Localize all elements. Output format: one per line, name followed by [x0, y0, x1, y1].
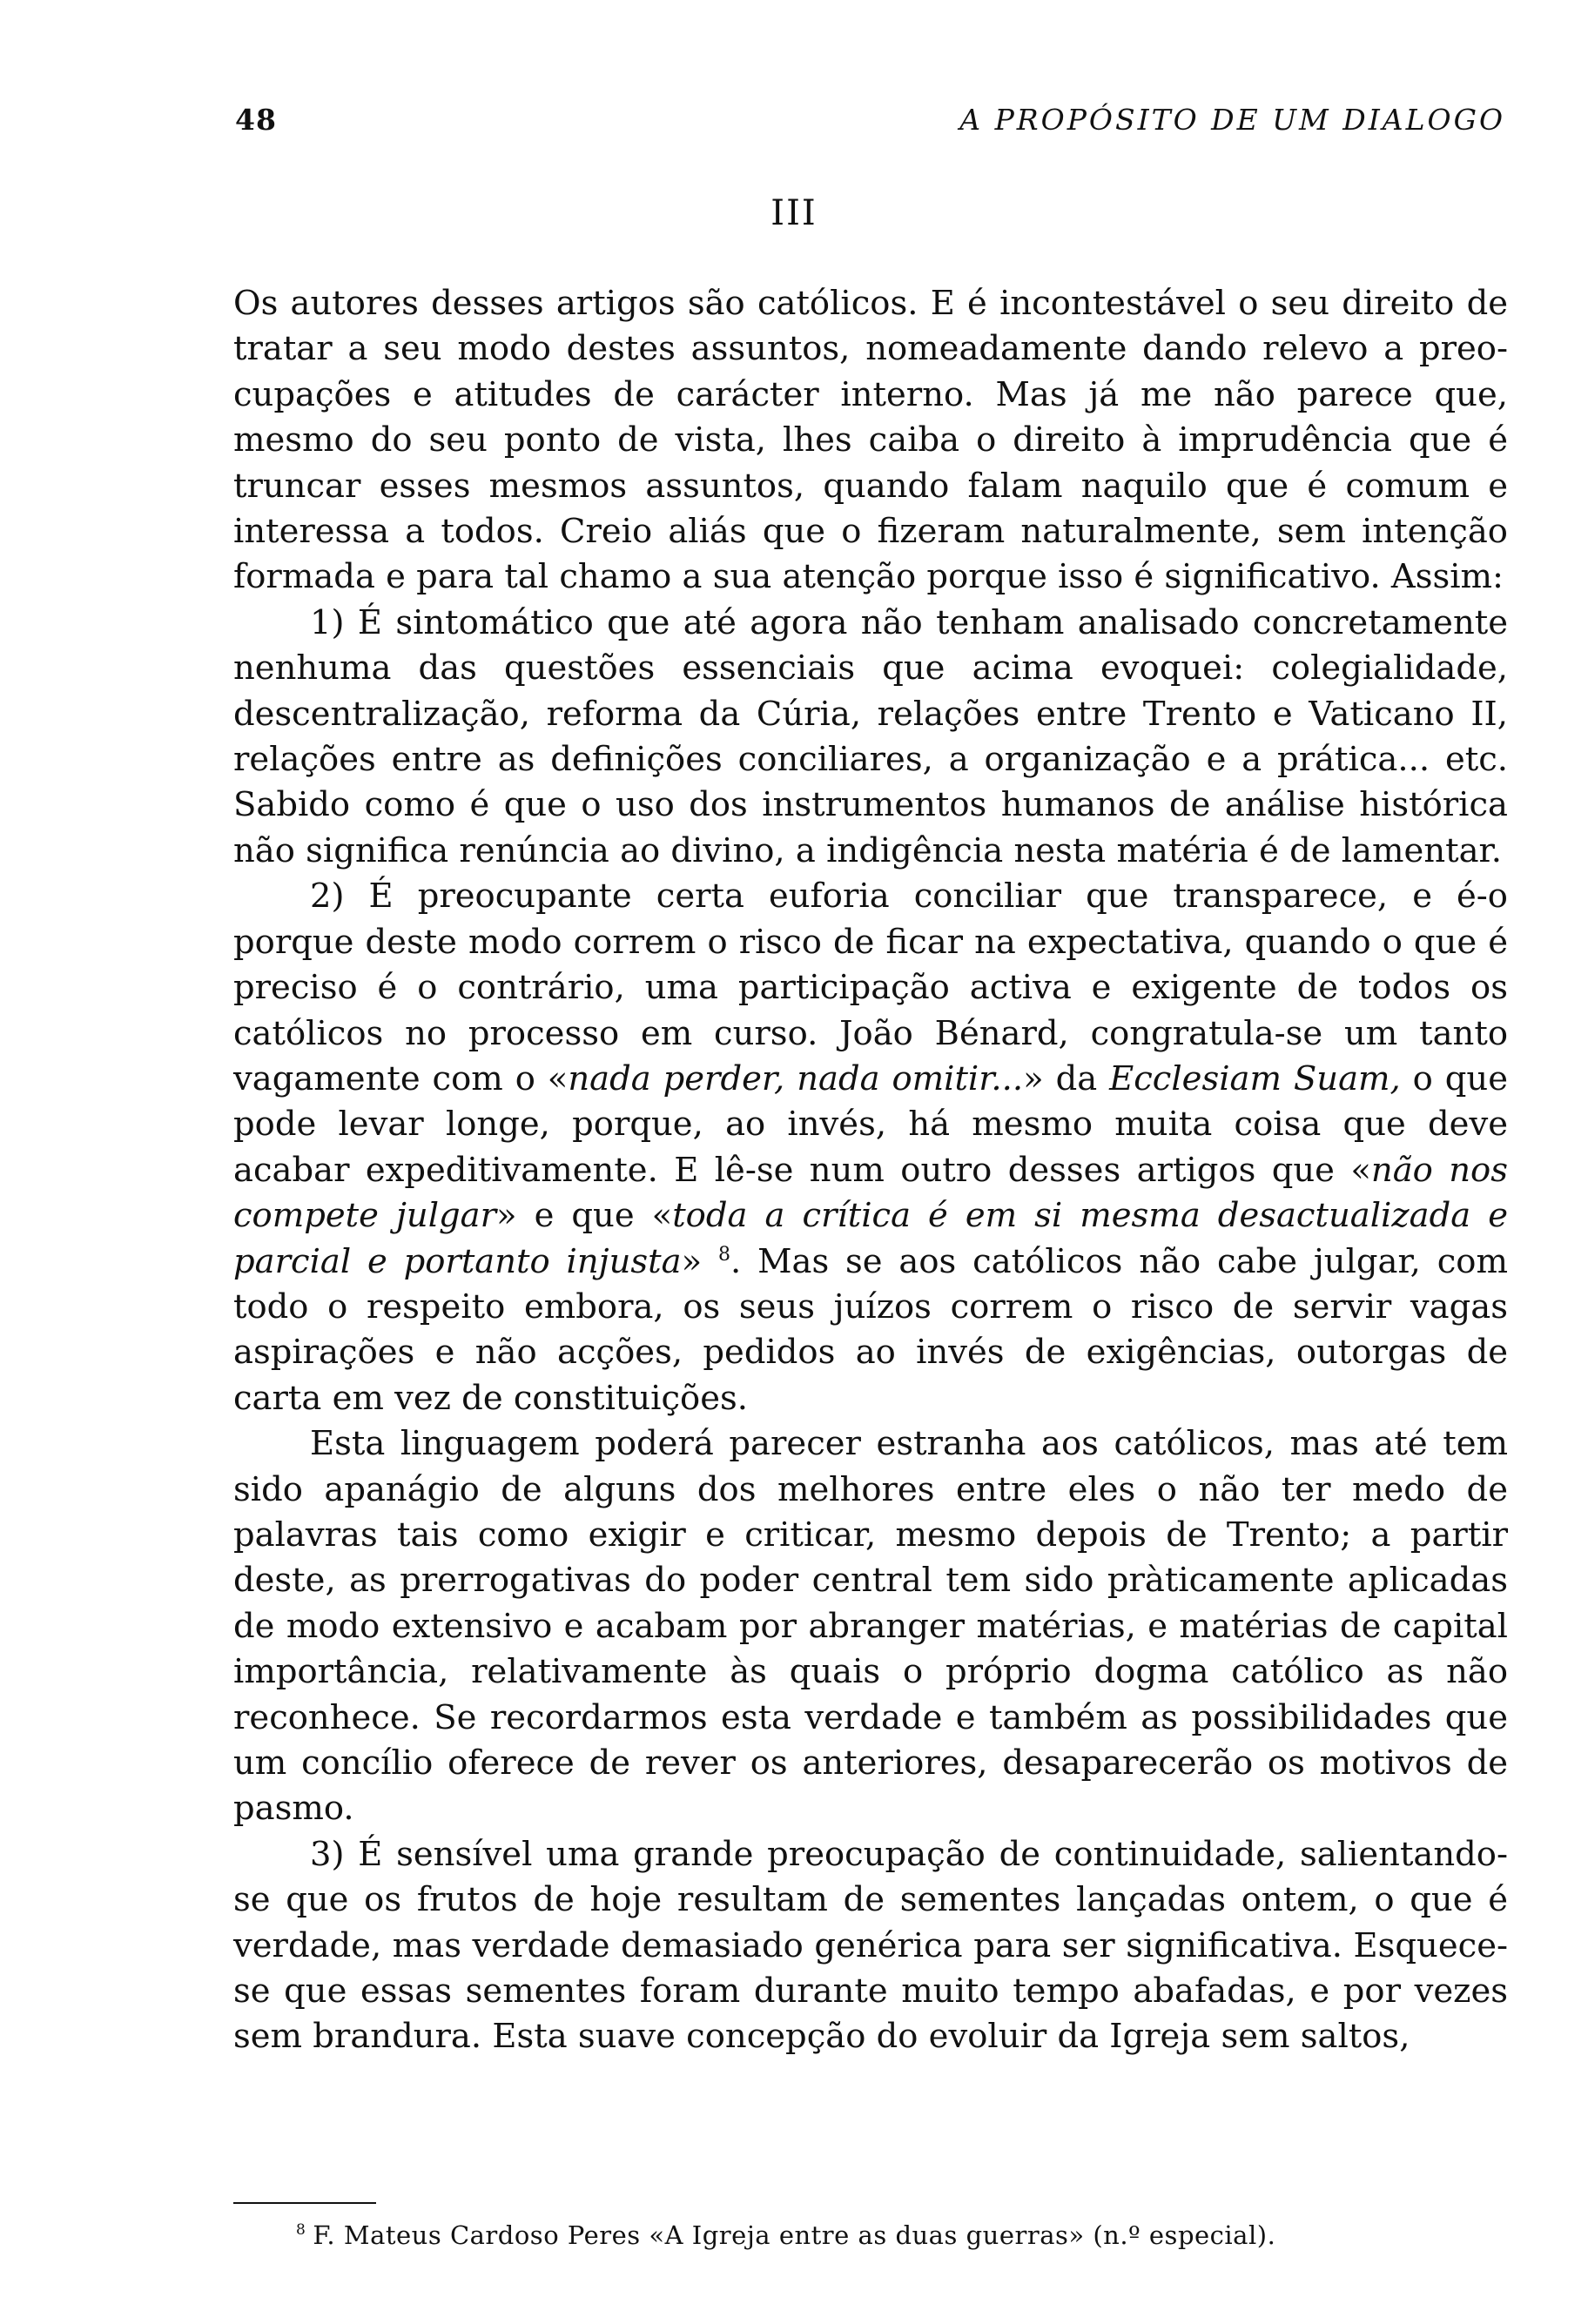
quote-toda-a-critica: toda a crítica é em si mesma desactualizada e parcial e portanto injusta — [233, 1196, 1508, 1281]
footnote-text: F. Mateus Cardoso Peres «A Igreja entre as duas guerras» (n.º especial). — [313, 2220, 1276, 2250]
paragraph-3-text-4: » e que « — [496, 1196, 673, 1236]
quote-nada-perder: nada perder, nada omitir... — [568, 1058, 1024, 1098]
footnote — [296, 2218, 1275, 2253]
paragraph-3-text-1: 2) É preocupante certa euforia conciliar que transparece, e é-o porque deste modo correm o risco de ficar na expectativa, quando o que é preciso é o contrário, uma participação activa e exigente de todos os católicos no processo em curso. João Bénard, congratula-se um tanto vagamente com o « — [233, 877, 1508, 1098]
footnote-marker: 8 — [296, 2221, 306, 2240]
paragraph-3-text-5: » — [681, 1241, 718, 1281]
paragraph-5: 3) É sensível uma grande preocupação de continuidade, salientando-se que os frutos de hoje resultam de sementes lançadas ontem, o que é verdade, mas verdade demasiado genérica para ser significativa. Esquece-se que essas sementes foram durante muito tempo abafadas, e por vezes sem brandura. Esta suave concepção do evoluir da Igreja sem saltos, — [233, 1834, 1508, 2057]
quote-nao-nos-compete: não nos compete julgar — [233, 1150, 1508, 1236]
paragraph-3-text-2: » da — [1023, 1058, 1110, 1098]
paragraph-3-text-3: o que pode levar longe, porque, ao invés, há mesmo muita coisa que deve acabar expeditivamente. E lê-se num outro desses artigos que « — [233, 1058, 1508, 1190]
body-text — [233, 281, 1508, 2060]
section-number: III — [770, 193, 818, 233]
paragraph-2: 1) É sintomático que até agora não tenham analisado concretamente nenhuma das questões essenciais que acima evoquei: colegialidade, descentralização, reforma da Cúria, relações entre Trento e Vaticano II, relações entre as definições conciliares, a organização e a prática... etc. Sabido como é que o uso dos instrumentos humanos de análise histórica não significa renúncia ao divino, a indigência nesta matéria é de lamentar. — [233, 602, 1508, 870]
title-ecclesiam-suam: Ecclesiam Suam, — [1109, 1058, 1401, 1098]
running-head: A PROPÓSITO DE UM DIALOGO — [959, 103, 1505, 137]
page-header — [235, 103, 1505, 138]
footnote-reference: 8 — [717, 1243, 730, 1266]
page-number: 48 — [235, 103, 277, 137]
paragraph-4: Esta linguagem poderá parecer estranha aos católicos, mas até tem sido apanágio de alguns dos melhores entre eles o não ter medo de palavras tais como exigir e criticar, mesmo depois de Trento; a partir deste, as prerrogativas do poder central tem sido pràticamente aplicadas de modo extensivo e acabam por abranger matérias, e matérias de capital importância, relativamente às quais o próprio dogma católico as não reconhece. Se recordarmos esta verdade e também as possibilidades que um concílio oferece de rever os anteriores, desaparecerão os motivos de pasmo. — [233, 1424, 1508, 1829]
footnote-divider — [233, 2202, 376, 2204]
paragraph-3-text-6: . Mas se aos católicos não cabe julgar, com todo o respeito embora, os seus juízos correm o risco de servir vagas aspirações e não acções, pedidos ao invés de exigências, outorgas de carta em vez de constituições. — [233, 1241, 1508, 1418]
paragraph-1: Os autores desses artigos são católicos. E é incontestável o seu direito de tratar a seu modo destes assuntos, nomeadamente dando relevo a preocupações e atitudes de carácter interno. Mas já me não parece que, mesmo do seu ponto de vista, lhes caiba o direito à imprudência que é truncar esses mesmos assuntos, quando falam naquilo que é comum e interessa a todos. Creio aliás que o fizeram naturalmente, sem intenção formada e para tal chamo a sua atenção porque isso é significativo. Assim: — [233, 284, 1508, 597]
paragraph-3 — [233, 874, 1508, 1421]
